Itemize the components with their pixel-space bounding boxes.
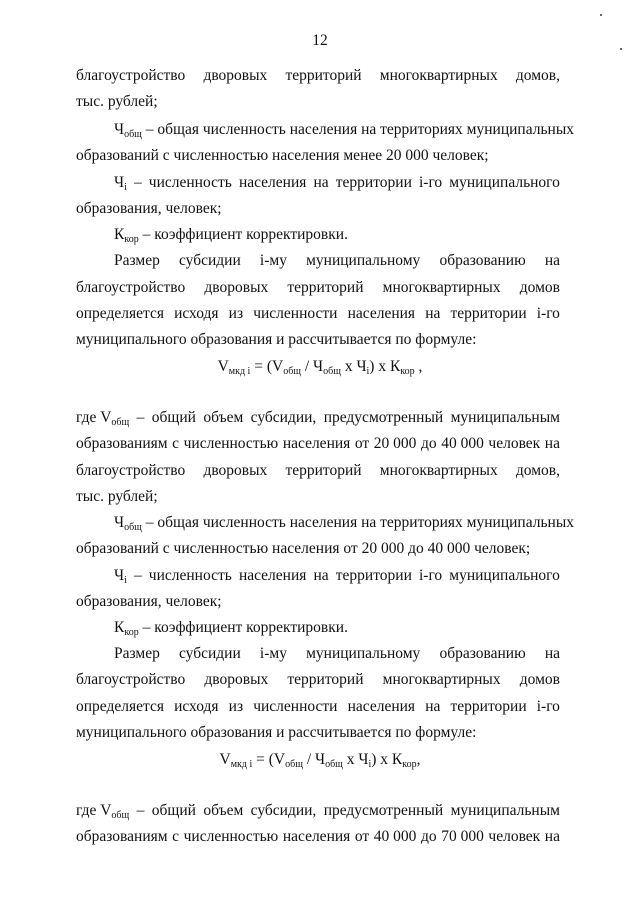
word: предусмотренный bbox=[323, 802, 444, 819]
word: образованиям bbox=[76, 828, 168, 845]
word: территории bbox=[450, 305, 527, 322]
word: объем bbox=[203, 802, 244, 819]
word: 40 000 bbox=[373, 828, 417, 845]
word: человек bbox=[488, 828, 541, 845]
text-line: где $V_{общ}$ – общий объем субсидии, предусмотренный муниципальным bbox=[76, 409, 560, 428]
word: домов bbox=[519, 671, 560, 688]
word: домов, bbox=[515, 462, 560, 479]
word: численности bbox=[253, 305, 338, 322]
word: домов, bbox=[515, 67, 560, 84]
word: исходя bbox=[174, 698, 219, 715]
text-line: тыс. рублей; bbox=[76, 488, 158, 505]
word: человек bbox=[488, 435, 541, 452]
word: i-го bbox=[536, 698, 560, 715]
word: на bbox=[425, 698, 441, 715]
word: на bbox=[544, 645, 560, 662]
word: объем bbox=[203, 409, 244, 426]
word: на bbox=[313, 174, 329, 191]
word: благоустройство bbox=[76, 462, 186, 479]
word: территории bbox=[450, 698, 527, 715]
word: Размер bbox=[114, 645, 160, 662]
word: территории bbox=[335, 567, 412, 584]
word: дворовых bbox=[203, 67, 268, 84]
word: субсидии bbox=[179, 252, 241, 269]
word: до bbox=[420, 828, 437, 845]
scan-speck bbox=[600, 14, 602, 16]
word: i-го bbox=[536, 305, 560, 322]
word: населения bbox=[282, 828, 351, 845]
word: территорий bbox=[285, 462, 362, 479]
word: субсидии, bbox=[250, 409, 317, 426]
text-line bbox=[76, 66, 560, 86]
word: до bbox=[420, 435, 437, 452]
text-line bbox=[76, 304, 560, 324]
word: исходя bbox=[174, 305, 219, 322]
word: численность bbox=[148, 567, 232, 584]
definition-kkor: $К_{кор}$ – коэффициент корректировки. bbox=[114, 619, 348, 638]
page-number: 12 bbox=[312, 32, 328, 49]
word: многоквартирных bbox=[382, 279, 501, 296]
scan-speck bbox=[620, 48, 622, 50]
text-line: образования, человек; bbox=[76, 593, 222, 610]
word: территорий bbox=[285, 67, 362, 84]
word: населения bbox=[347, 698, 416, 715]
word: из bbox=[228, 698, 244, 715]
word: – bbox=[133, 174, 142, 191]
word: муниципального bbox=[449, 174, 560, 191]
word: от bbox=[354, 435, 370, 452]
word: образованиям bbox=[76, 435, 168, 452]
text-line bbox=[76, 697, 560, 717]
word: определяется bbox=[76, 305, 164, 322]
word: муниципальным bbox=[450, 802, 560, 819]
word: муниципальному bbox=[306, 252, 421, 269]
word: определяется bbox=[76, 698, 164, 715]
word: благоустройство bbox=[76, 67, 186, 84]
word: i-му bbox=[259, 252, 287, 269]
word: многоквартирных bbox=[379, 462, 498, 479]
word: с bbox=[172, 435, 180, 452]
definition-ch-obsh: $Ч_{общ}$ – общая численность населения на территориях муниципальных bbox=[114, 121, 574, 140]
definition-chi: $Ч_i$ – численность населения на территории i-го муниципального bbox=[114, 567, 560, 586]
text-line bbox=[76, 278, 560, 298]
word: субсидии bbox=[179, 645, 241, 662]
formula: $V_{мкд i} = (V_{общ} / Ч_{общ}$ x $Ч_i$) x $К_{кор}$ , bbox=[217, 358, 423, 377]
word: муниципальному bbox=[306, 645, 421, 662]
word: численности bbox=[253, 698, 338, 715]
word: i-го bbox=[418, 174, 443, 191]
word: 40 000 bbox=[441, 435, 484, 452]
word: предусмотренный bbox=[323, 409, 444, 426]
word: – bbox=[136, 802, 145, 819]
text-line bbox=[76, 827, 560, 847]
text-line bbox=[76, 434, 560, 454]
word: территории bbox=[335, 174, 412, 191]
text-line: муниципального образования и рассчитывается по формуле: bbox=[76, 331, 477, 348]
word: численностью bbox=[183, 435, 279, 452]
word: i-му bbox=[259, 645, 287, 662]
word: i-го bbox=[418, 567, 443, 584]
definition-ch-obsh: $Ч_{общ}$ – общая численность населения на территориях муниципальных bbox=[114, 514, 574, 533]
word: благоустройство bbox=[76, 279, 186, 296]
word: – bbox=[136, 409, 145, 426]
text-line: образований с численностью населения от 20 000 до 40 000 человек; bbox=[76, 540, 531, 557]
word: дворовых bbox=[203, 462, 268, 479]
text-line: где $V_{общ}$ – общий объем субсидии, предусмотренный муниципальным bbox=[76, 802, 560, 821]
word: на bbox=[425, 305, 441, 322]
definition-kkor: $К_{кор}$ – коэффициент корректировки. bbox=[114, 226, 348, 245]
word: 20 000 bbox=[373, 435, 417, 452]
text-line bbox=[114, 644, 560, 664]
word: дворовых bbox=[204, 279, 269, 296]
word: на bbox=[544, 252, 560, 269]
word: домов bbox=[519, 279, 560, 296]
word: дворовых bbox=[204, 671, 269, 688]
text-line: образований с численностью населения менее 20 000 человек; bbox=[76, 147, 489, 164]
text-line bbox=[76, 461, 560, 481]
word: населения bbox=[347, 305, 416, 322]
formula: $V_{мкд i} = (V_{общ} / Ч_{общ}$ x $Ч_i$) x $К_{кор}$, bbox=[219, 751, 421, 770]
text-line: муниципального образования и рассчитывается по формуле: bbox=[76, 724, 477, 741]
word: – bbox=[133, 567, 142, 584]
text-line: образования, человек; bbox=[76, 200, 222, 217]
word: с bbox=[172, 828, 180, 845]
word: от bbox=[354, 828, 370, 845]
word: 70 000 bbox=[441, 828, 484, 845]
text-line bbox=[76, 670, 560, 690]
word: численностью bbox=[183, 828, 279, 845]
word: Размер bbox=[114, 252, 160, 269]
text-line bbox=[114, 251, 560, 271]
word: на bbox=[313, 567, 329, 584]
word: численность bbox=[148, 174, 232, 191]
word: многоквартирных bbox=[379, 67, 498, 84]
word: территорий bbox=[287, 671, 364, 688]
word: общий bbox=[151, 409, 196, 426]
word: образованию bbox=[439, 645, 526, 662]
word: населения bbox=[238, 174, 307, 191]
word: муниципального bbox=[449, 567, 560, 584]
word: общий bbox=[151, 802, 196, 819]
word: субсидии, bbox=[250, 802, 317, 819]
word: из bbox=[228, 305, 244, 322]
word: на bbox=[544, 828, 560, 845]
word: территорий bbox=[287, 279, 364, 296]
word: муниципальным bbox=[450, 409, 560, 426]
word: благоустройство bbox=[76, 671, 186, 688]
text-line: тыс. рублей; bbox=[76, 93, 158, 110]
word: населения bbox=[238, 567, 307, 584]
word: на bbox=[544, 435, 560, 452]
word: образованию bbox=[439, 252, 526, 269]
word: населения bbox=[282, 435, 351, 452]
word: многоквартирных bbox=[382, 671, 501, 688]
definition-chi: $Ч_i$ – численность населения на территории i-го муниципального bbox=[114, 174, 560, 193]
